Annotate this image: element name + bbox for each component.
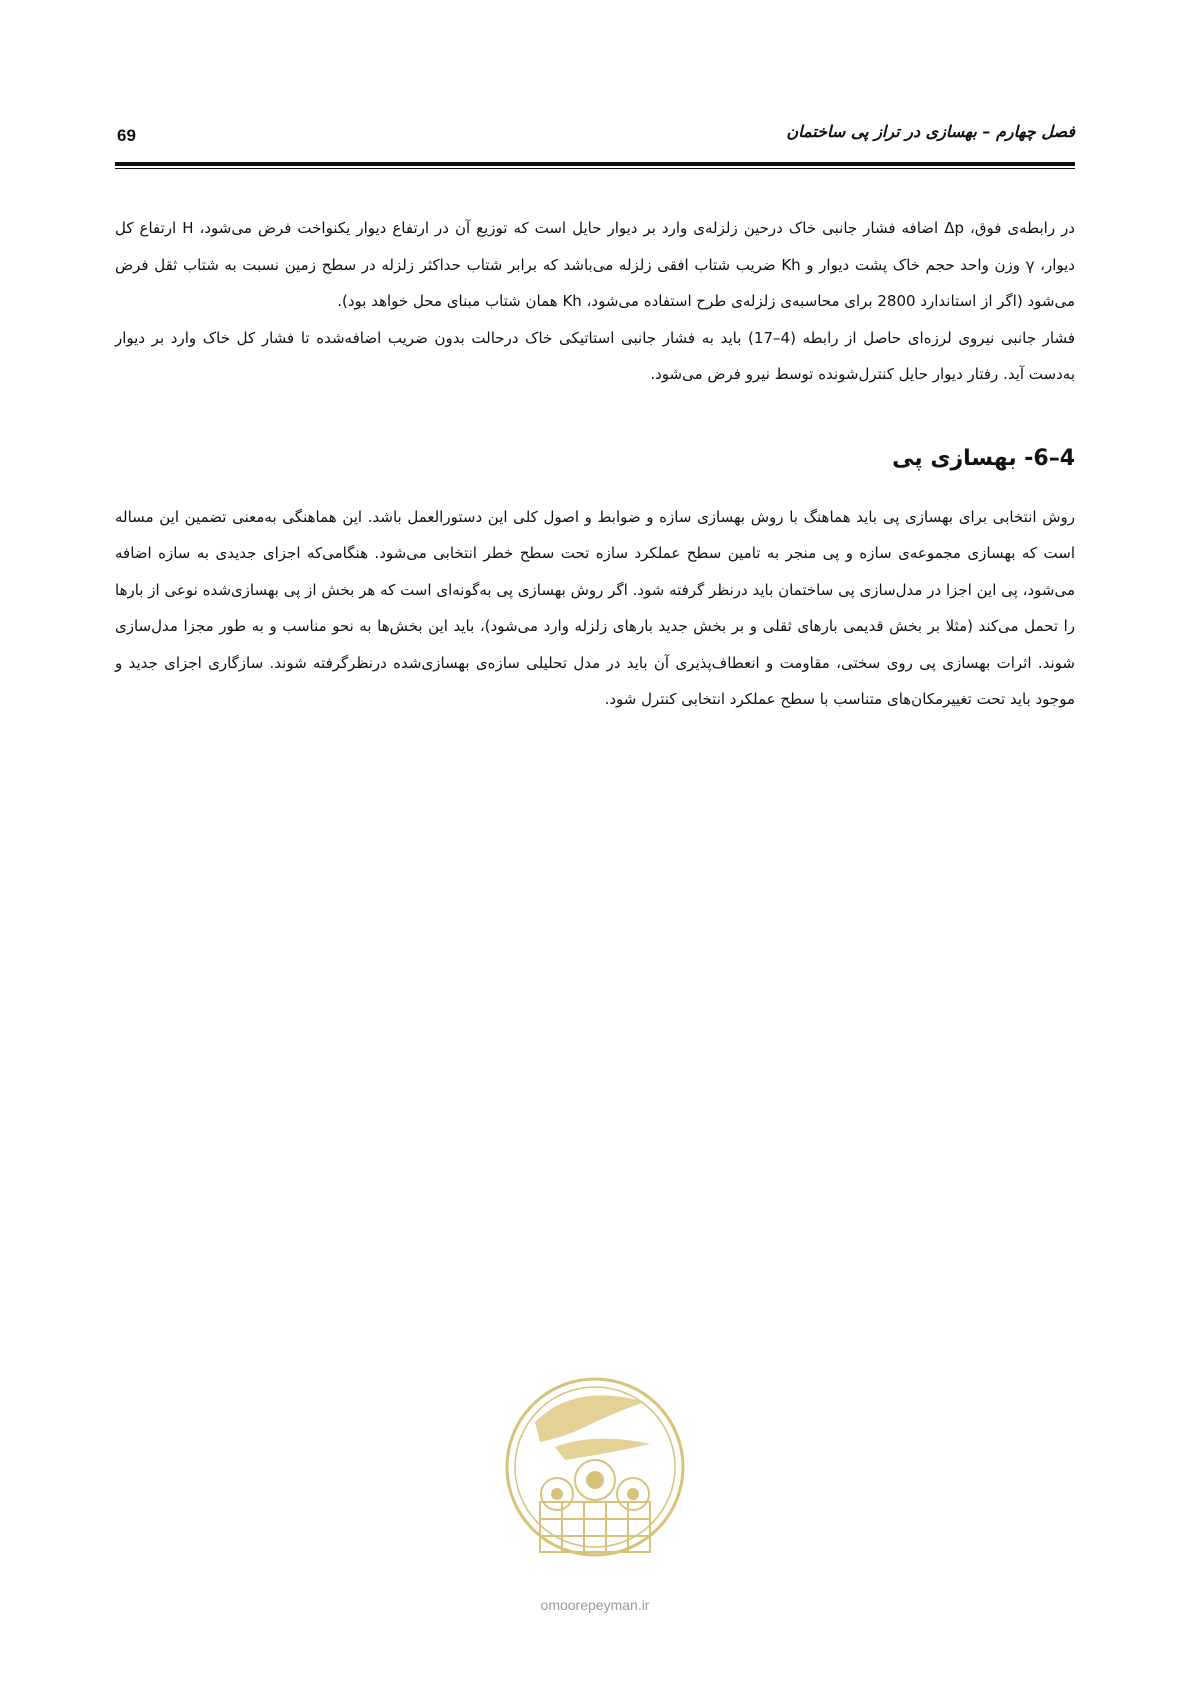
section-heading: 4–6- بهسازی پی bbox=[892, 445, 1075, 471]
paragraph-foundation-retrofit: روش انتخابی برای بهسازی پی باید هماهنگ با روش بهسازی سازه و ضوابط و اصول کلی این دستورالعمل باشد. این هماهنگی به‌معنی تضمین این مساله است که بهسازی مجموعه‌ی سازه و پی منجر به تامین سطح عملکرد سازه تحت سطح خطر انتخابی می‌شود. هنگامی‌که اجزای جدیدی به سازه اضافه می‌شود، پی این اجزا در مدل‌سازی پی ساختمان باید درنظر گرفته شود. اگر روش بهسازی پی به‌گونه‌ای است که هر بخش از پی بهسازی‌شده نوعی از بارها را تحمل می‌کند (مثلا بر بخش قدیمی بارهای ثقلی و بر بخش جدید بارهای زلزله وارد می‌شود)، باید این بخش‌ها به نحو مناسب و به طور مجزا مدل‌سازی شوند. اثرات بهسازی پی روی سختی، مقاومت و انعطاف‌پذیری آن باید در مدل تحلیلی سازه‌ی بهسازی‌شده درنظرگرفته شوند. سازگاری اجزای جدید و موجود باید تحت تغییرمکان‌های متناسب با سطح عملکرد انتخابی کنترل شود. bbox=[115, 507, 1075, 708]
paragraph-lateral-force: فشار جانبی نیروی لرزه‌ای حاصل از رابطه (4–17) باید به فشار جانبی استاتیکی خاک درحالت بدون ضریب اضافه‌شده تا فشار کل خاک وارد بر دیوار به‌دست آید. رفتار دیوار حایل کنترل‌شونده توسط نیرو فرض می‌شود. bbox=[115, 328, 1075, 383]
body-paragraph bbox=[115, 210, 1075, 393]
watermark-website: omoorepeyman.ir bbox=[540, 1597, 650, 1613]
chapter-title: فصل چهارم – بهسازی در تراز پی ساختمان bbox=[786, 122, 1075, 141]
section-body bbox=[115, 499, 1075, 718]
header-rule-thick bbox=[115, 162, 1075, 166]
page-header bbox=[115, 118, 1075, 152]
header-rule-thin bbox=[115, 168, 1075, 169]
page-number: 69 bbox=[117, 126, 136, 145]
page-body bbox=[115, 210, 1075, 718]
paragraph-seismic-pressure: در رابطه‌ی فوق، Δp اضافه فشار جانبی خاک درحین زلزله‌ی وارد بر دیوار حایل است که توزیع آن در ارتفاع دیوار یکنواخت فرض می‌شود، H ارتفاع کل دیوار، γ وزن واحد حجم خاک پشت دیوار و Kh ضریب شتاب افقی زلزله می‌باشد که برابر شتاب حداکثر زلزله در سطح زمین نسبت به شتاب ثقل فرض می‌شود (اگر از استاندارد 2800 برای محاسبه‌ی زلزله‌ی طرح استفاده می‌شود، Kh همان شتاب مبنای محل خواهد بود). bbox=[115, 219, 1075, 310]
watermark-logo bbox=[495, 1352, 695, 1607]
watermark-logo-graphic bbox=[495, 1352, 695, 1592]
